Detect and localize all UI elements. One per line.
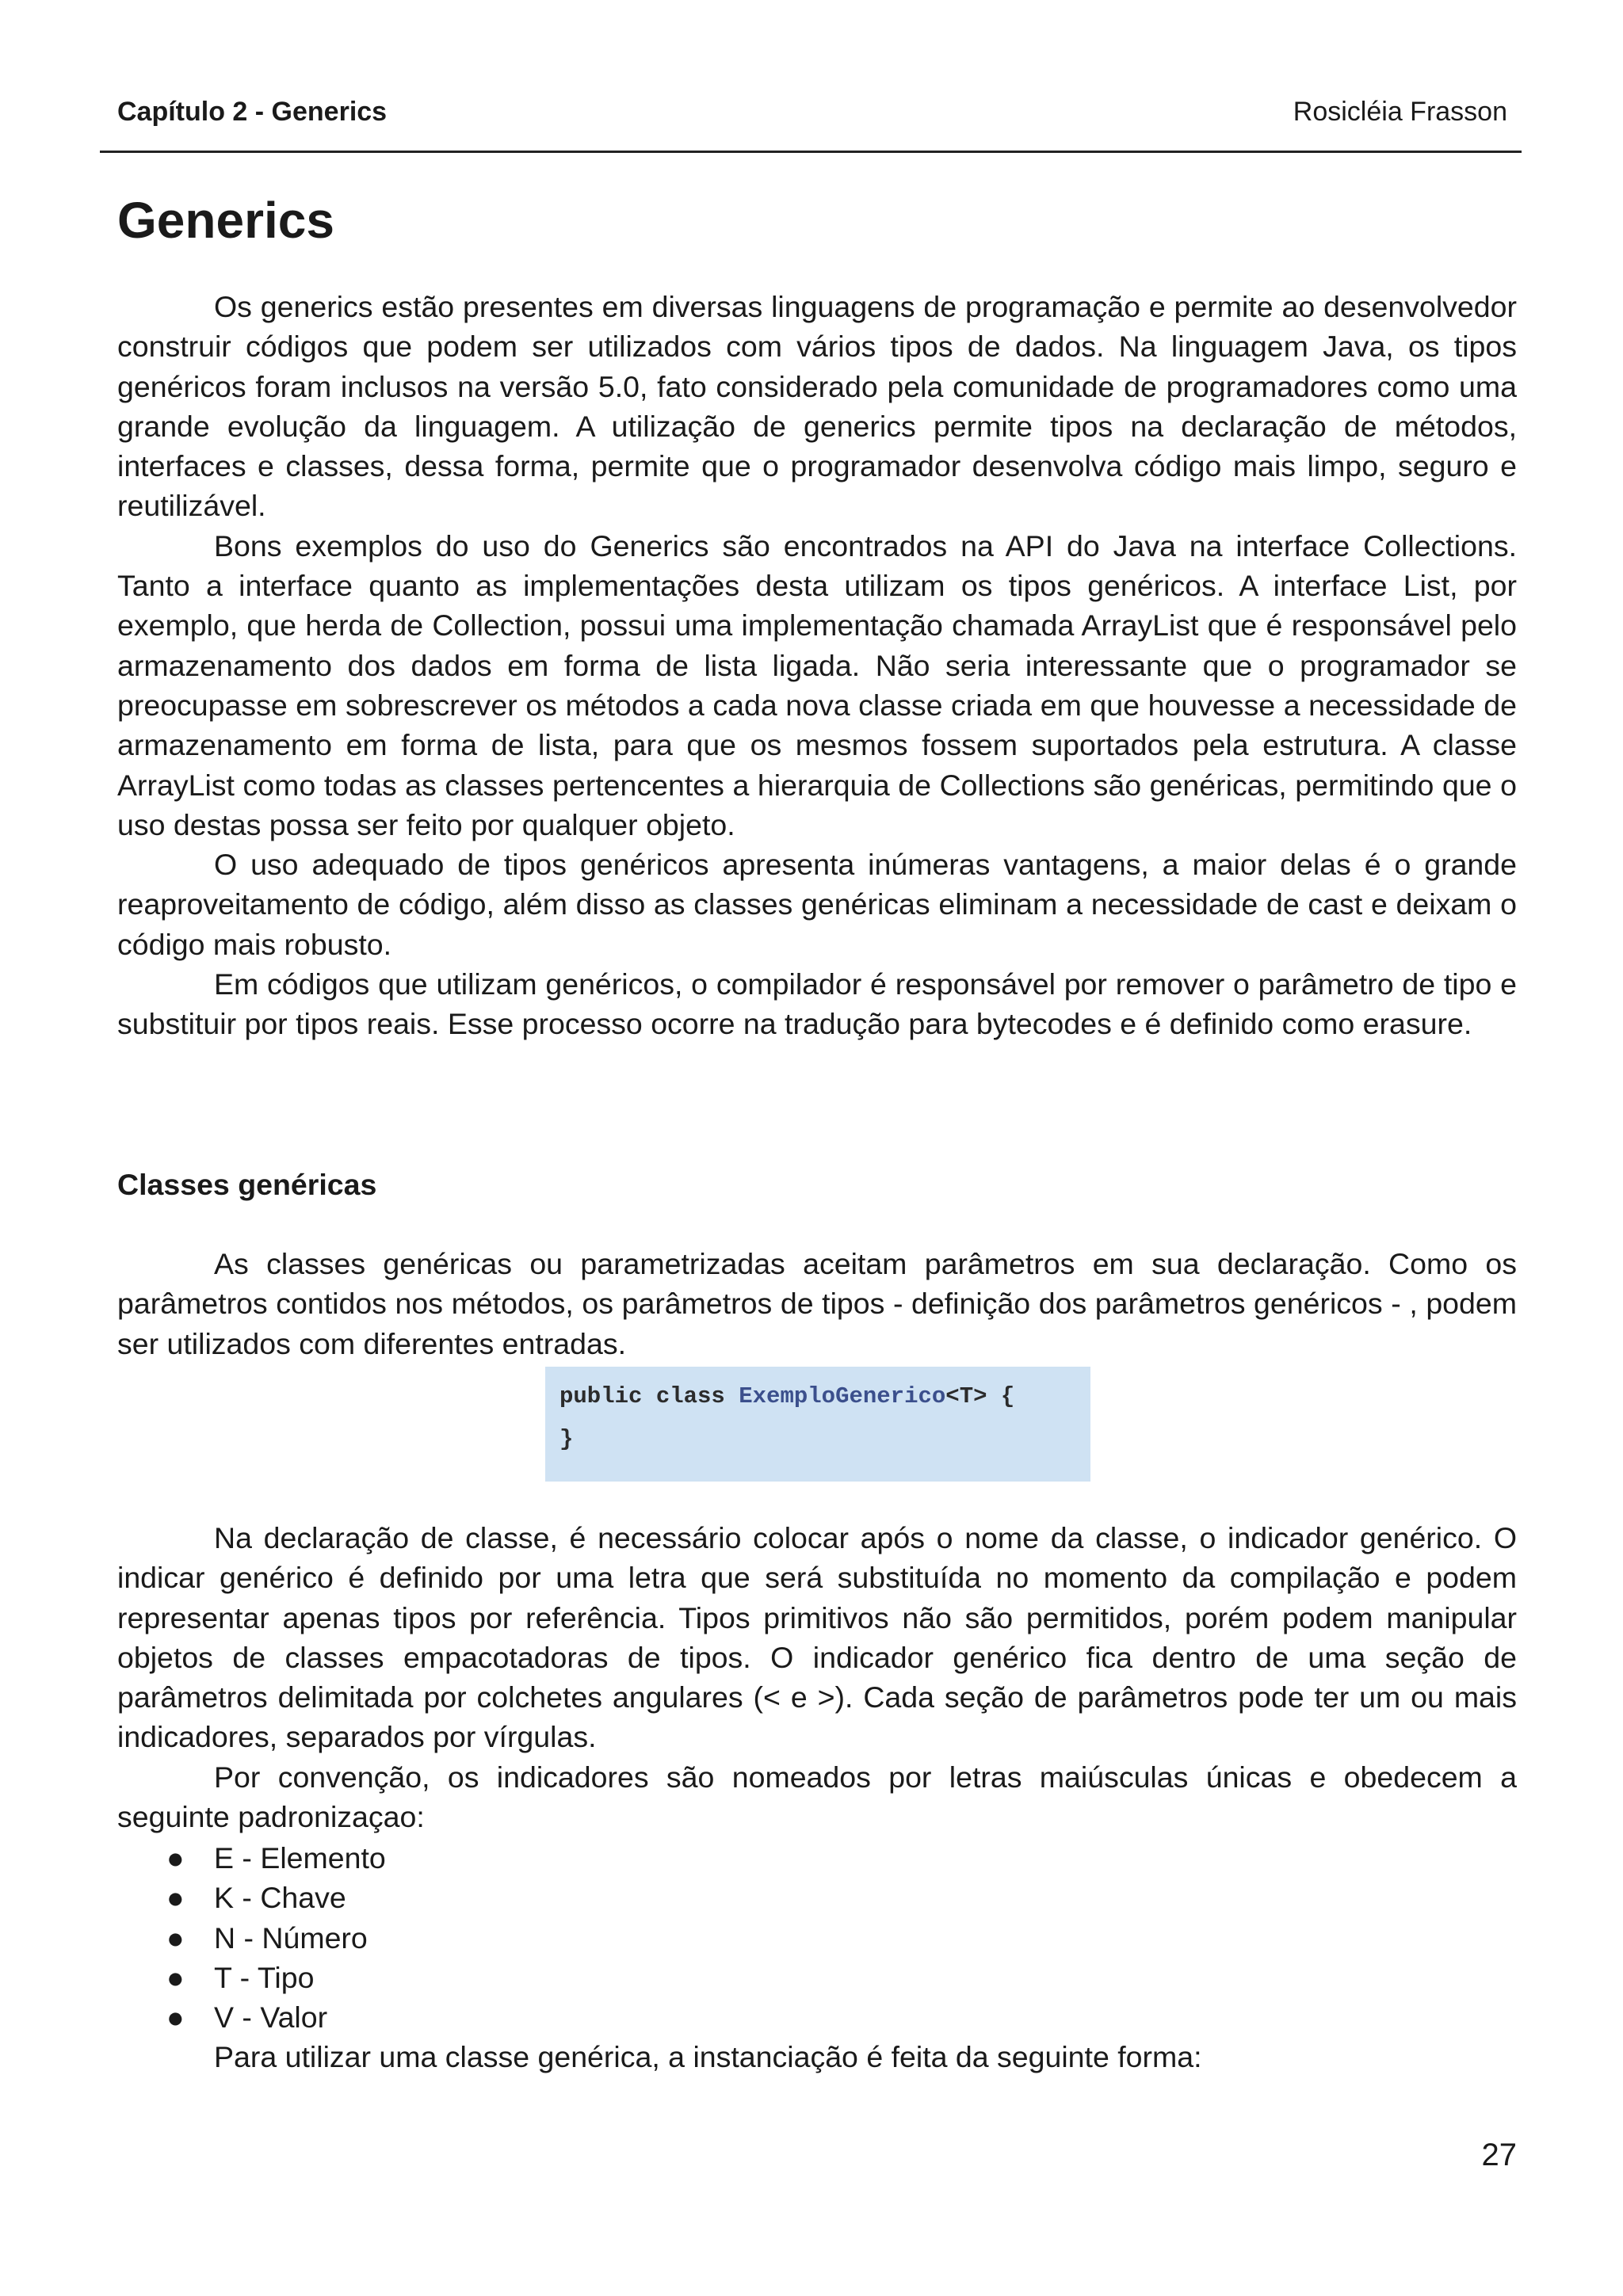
page-number: 27 xyxy=(1481,2138,1517,2172)
header-divider xyxy=(100,151,1522,153)
bullet-icon: ● xyxy=(166,1920,185,1955)
code-keywords: public class xyxy=(559,1383,739,1409)
paragraph: Na declaração de classe, é necessário colocar após o nome da classe, o indicador genérico. O indicar genérico é definido por uma letra que será substituída no momento da compilação e podem representar apenas tipos por referência. Tipos primitivos não são permitidos, porém podem manipular objetos de classes empacotadoras de tipos. O indicador genérico fica dentro de uma seção de parâmetros delimitada por colchetes angulares (< e >). Cada seção de parâmetros pode ter um ou mais indicadores, separados por vírgulas. xyxy=(117,1521,1517,1754)
author-name: Rosicléia Frasson xyxy=(1293,97,1507,127)
list-item-text: E - Elemento xyxy=(214,1841,386,1875)
list-item xyxy=(117,1997,386,2037)
list-item xyxy=(117,1878,386,1917)
list-item-text: T - Tipo xyxy=(214,1960,315,1994)
after-code-text xyxy=(117,1518,1517,1836)
paragraph: Os generics estão presentes em diversas linguagens de programação e permite ao desenvolvedor construir códigos que podem ser utilizados com vários tipos de dados. Na linguagem Java, os tipos genéricos foram inclusos na versão 5.0, fato considerado pela comunidade de programadores como uma grande evolução da linguagem. A utilização de generics permite tipos na declaração de métodos, interfaces e classes, dessa forma, permite que o programador desenvolva código mais limpo, seguro e reutilizável. xyxy=(117,290,1517,523)
bullet-list xyxy=(117,1838,386,2037)
list-item-text: K - Chave xyxy=(214,1881,346,1915)
paragraph: O uso adequado de tipos genéricos apresenta inúmeras vantagens, a maior delas é o grande reaproveitamento de código, além disso as classes genéricas eliminam a necessidade de cast e deixam o código mais robusto. xyxy=(117,848,1517,961)
list-item-text: N - Número xyxy=(214,1920,368,1955)
intro-text xyxy=(117,287,1517,1044)
paragraph: As classes genéricas ou parametrizadas aceitam parâmetros em sua declaração. Como os parâmetros contidos nos métodos, os parâmetros de tipos - definição dos parâmetros genéricos - , podem ser utilizados com diferentes entradas. xyxy=(117,1247,1517,1360)
bullet-icon: ● xyxy=(166,2000,185,2035)
list-item-text: V - Valor xyxy=(214,2000,328,2035)
final-text xyxy=(117,2037,1517,2077)
bullet-icon: ● xyxy=(166,1960,185,1994)
bullet-icon: ● xyxy=(166,1841,185,1875)
paragraph: Bons exemplos do uso do Generics são encontrados na API do Java na interface Collections. Tanto a interface quanto as implementações desta utilizam os tipos genéricos. A interface List, por exemplo, que herda de Collection, possui uma implementação chamada ArrayList que é responsável pelo armazenamento dos dados em forma de lista ligada. Não seria interessante que o programador se preocupasse em sobrescrever os métodos a cada nova classe criada em que houvesse a necessidade de armazenamento em forma de lista, para que os mesmos fossem suportados pela estrutura. A classe ArrayList como todas as classes pertencentes a hierarquia de Collections são genéricas, permitindo que o uso destas possa ser feito por qualquer objeto. xyxy=(117,528,1517,841)
section-text xyxy=(117,1244,1517,1363)
list-item xyxy=(117,1958,386,1997)
list-item xyxy=(117,1838,386,1878)
chapter-title: Capítulo 2 - Generics xyxy=(117,97,388,127)
section-heading: Classes genéricas xyxy=(117,1168,377,1201)
code-generic-param: <T> { xyxy=(945,1383,1015,1409)
page-title: Generics xyxy=(117,192,334,249)
paragraph: Por convenção, os indicadores são nomeados por letras maiúsculas únicas e obedecem a seguinte padronizaçao: xyxy=(117,1760,1517,1834)
code-block xyxy=(545,1367,1090,1482)
bullet-icon: ● xyxy=(166,1881,185,1915)
code-closing-brace: } xyxy=(559,1426,574,1452)
paragraph: Em códigos que utilizam genéricos, o compilador é responsável por remover o parâmetro de tipo e substituir por tipos reais. Esse processo ocorre na tradução para bytecodes e é definido como erasure. xyxy=(117,967,1517,1041)
list-item xyxy=(117,1918,386,1958)
page-header xyxy=(117,97,1507,132)
paragraph: Para utilizar uma classe genérica, a instanciação é feita da seguinte forma: xyxy=(214,2040,1202,2073)
code-line xyxy=(559,1418,573,1461)
code-line xyxy=(559,1375,1014,1418)
code-class-name: ExemploGenerico xyxy=(739,1383,946,1409)
